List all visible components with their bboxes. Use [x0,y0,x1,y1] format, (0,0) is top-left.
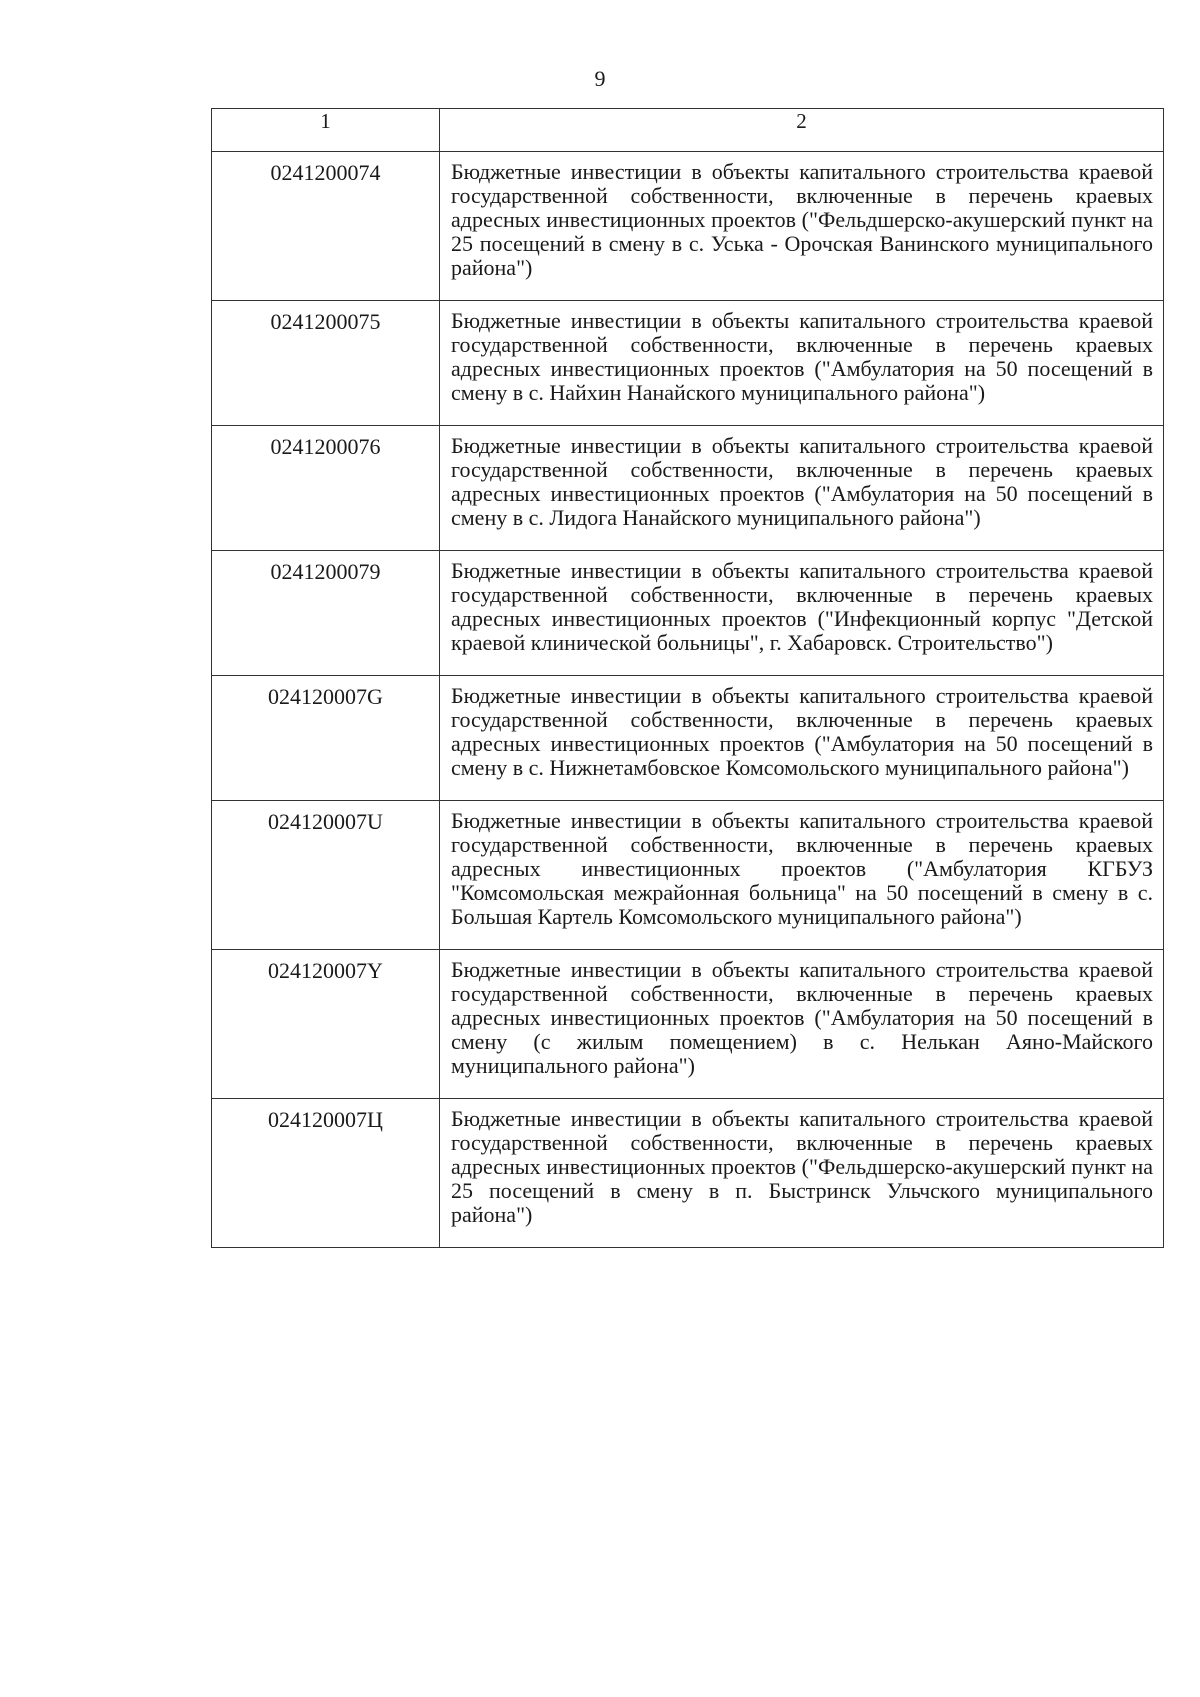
row-description: Бюджетные инвестиции в объекты капитального строительства краевой государственной собственности, включенные в перечень краевых адресных инвестиционных проектов ("Инфекционный корпус "Детской краевой клинической больницы", г. Хабаровск. Строительство") [440,551,1164,676]
row-description: Бюджетные инвестиции в объекты капитального строительства краевой государственной собственности, включенные в перечень краевых адресных инвестиционных проектов ("Фельдшерско-акушерский пункт на 25 посещений в смену в п. Быстринск Ульчского муниципального района") [440,1099,1164,1248]
budget-code-table [211,108,1164,1248]
row-code: 0241200074 [212,152,440,301]
table-row [212,950,1164,1099]
row-code: 0241200079 [212,551,440,676]
table-row [212,676,1164,801]
row-code: 0241200075 [212,301,440,426]
table-row [212,426,1164,551]
row-description: Бюджетные инвестиции в объекты капитального строительства краевой государственной собственности, включенные в перечень краевых адресных инвестиционных проектов ("Амбулатория на 50 посещений в смену (с жилым помещением) в с. Нелькан Аяно-Майского муниципального района") [440,950,1164,1099]
table-header-row [212,109,1164,152]
table-row [212,801,1164,950]
row-description: Бюджетные инвестиции в объекты капитального строительства краевой государственной собственности, включенные в перечень краевых адресных инвестиционных проектов ("Амбулатория КГБУЗ "Комсомольская межрайонная больница" на 50 посещений в смену в с. Большая Картель Комсомольского муниципального района") [440,801,1164,950]
row-description: Бюджетные инвестиции в объекты капитального строительства краевой государственной собственности, включенные в перечень краевых адресных инвестиционных проектов ("Фельдшерско-акушерский пункт на 25 посещений в смену в с. Уська - Орочская Ванинского муниципального района") [440,152,1164,301]
column-header-2: 2 [440,109,1164,152]
row-description: Бюджетные инвестиции в объекты капитального строительства краевой государственной собственности, включенные в перечень краевых адресных инвестиционных проектов ("Амбулатория на 50 посещений в смену в с. Найхин Нанайского муниципального района") [440,301,1164,426]
row-code: 024120007U [212,801,440,950]
table-row [212,301,1164,426]
row-code: 024120007G [212,676,440,801]
row-description: Бюджетные инвестиции в объекты капитального строительства краевой государственной собственности, включенные в перечень краевых адресных инвестиционных проектов ("Амбулатория на 50 посещений в смену в с. Нижнетамбовское Комсомольского муниципального района") [440,676,1164,801]
table-row [212,152,1164,301]
table-row [212,1099,1164,1248]
row-code: 024120007Ц [212,1099,440,1248]
row-description: Бюджетные инвестиции в объекты капитального строительства краевой государственной собственности, включенные в перечень краевых адресных инвестиционных проектов ("Амбулатория на 50 посещений в смену в с. Лидога Нанайского муниципального района") [440,426,1164,551]
column-header-1: 1 [212,109,440,152]
page-number: 9 [594,66,606,91]
row-code: 0241200076 [212,426,440,551]
row-code: 024120007Y [212,950,440,1099]
table-row [212,551,1164,676]
